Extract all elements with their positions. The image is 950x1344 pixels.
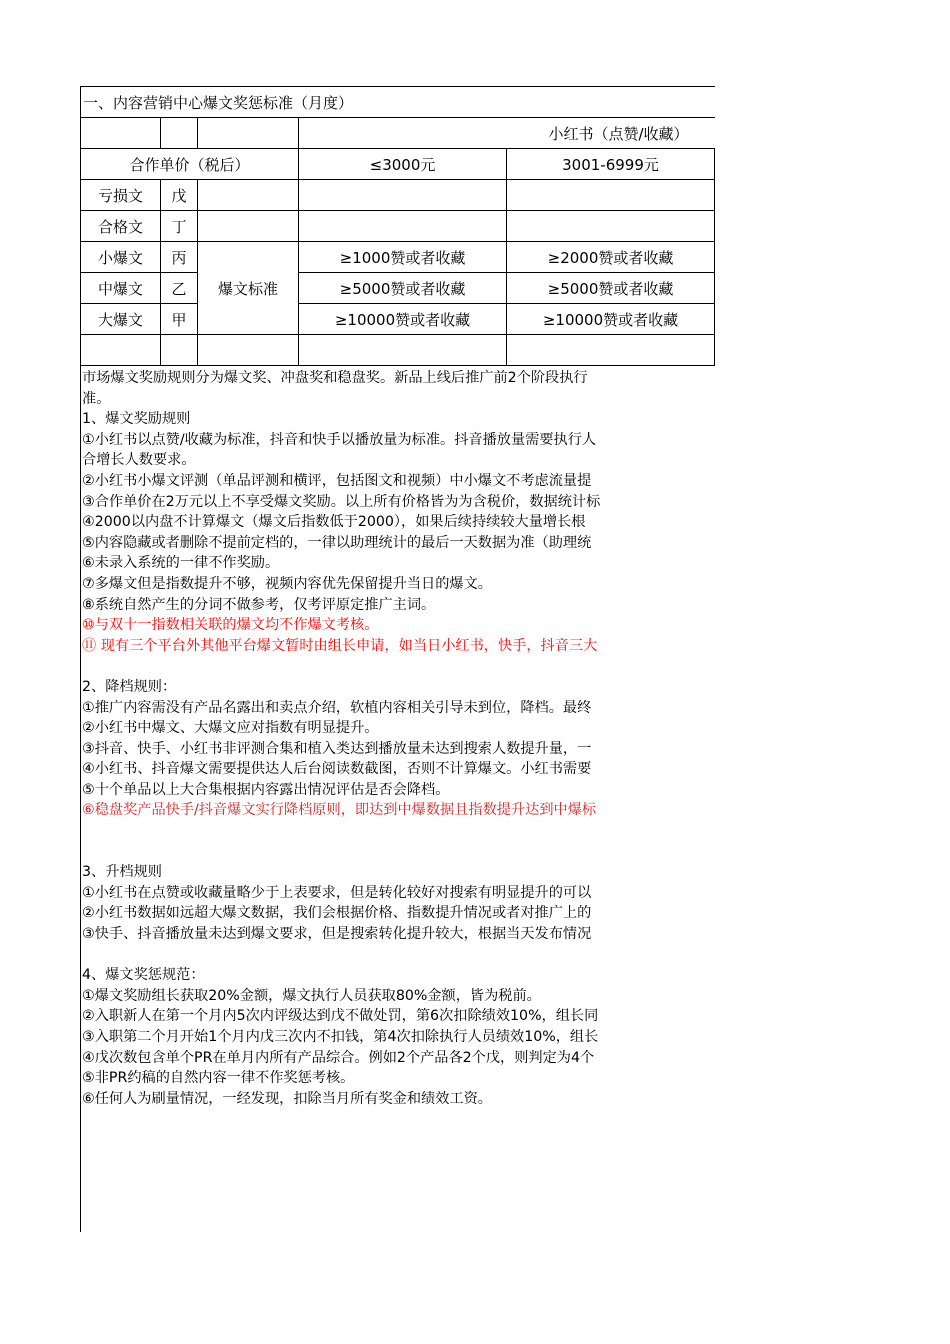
- intro-line: 市场爆文奖励规则分为爆文奖、冲盘奖和稳盘奖。新品上线后推广前2个阶段执行: [82, 370, 588, 386]
- rule-item: ④小红书、抖音爆文需要提供达人后台阅读数截图，否则不计算爆文。小红书需要: [82, 761, 592, 778]
- rule-item: ⑤内容隐藏或者删除不提前定档的，一律以助理统计的最后一天数据为准（助理统: [82, 534, 592, 551]
- rule-item: ③合作单价在2万元以上不享受爆文奖励。以上所有价格皆为为含税价，数据统计标: [82, 493, 601, 510]
- article-grade: 丁: [161, 211, 198, 242]
- table-row: [81, 242, 715, 273]
- rule-item: ①推广内容需没有产品名露出和卖点介绍，软植内容相关引导未到位，降档。最终: [82, 699, 592, 716]
- tier2-value: [507, 211, 715, 242]
- group-label: 爆文标准: [198, 242, 299, 335]
- table-row: [81, 180, 715, 211]
- article-type: 合格文: [81, 211, 161, 242]
- rule-item: ⑤非PR约稿的自然内容一律不作奖惩考核。: [82, 1070, 355, 1087]
- rule-item: ②小红书数据如远超大爆文数据，我们会根据价格、指数提升情况或者对推广上的: [82, 905, 592, 922]
- rules-notes: [82, 368, 714, 1109]
- cell-empty: [198, 180, 299, 211]
- rule-item: ①小红书在点赞或收藏量略少于上表要求，但是转化较好对搜索有明显提升的可以: [82, 884, 592, 901]
- reward-standard-table: [80, 86, 715, 366]
- section1-heading: 1、爆文奖励规则: [82, 411, 191, 428]
- tier2-value: ≥5000赞或者收藏: [507, 273, 715, 304]
- rule-item-highlight: ⑩与双十一指数相关联的爆文均不作爆文考核。: [82, 617, 379, 634]
- article-type: 中爆文: [81, 273, 161, 304]
- cell-empty: [299, 335, 507, 366]
- left-border-line: [80, 366, 81, 1232]
- tier2-value: ≥10000赞或者收藏: [507, 304, 715, 335]
- rule-item: ⑤十个单品以上大合集根据内容露出情况评估是否会降档。: [82, 781, 450, 798]
- tier1-value: [299, 211, 507, 242]
- tier1-value: ≥5000赞或者收藏: [299, 273, 507, 304]
- cell-empty: [507, 335, 715, 366]
- section2-heading: 2、降档规则：: [82, 678, 177, 695]
- rule-item: ⑥任何人为刷量情况，一经发现，扣除当月所有奖金和绩效工资。: [82, 1090, 492, 1107]
- article-grade: 乙: [161, 273, 198, 304]
- rule-item: ④2000以内盘不计算爆文（爆文后指数低于2000），如果后续持续较大量增长根: [82, 514, 586, 531]
- section4-heading: 4、爆文奖惩规范：: [82, 967, 205, 984]
- tier1-value: [299, 180, 507, 211]
- rule-item: ②小红书小爆文评测（单品评测和横评，包括图文和视频）中小爆文不考虑流量提: [82, 472, 592, 489]
- rule-item: ③入职第二个月开始1个月内戊三次内不扣钱，第4次扣除执行人员绩效10%，组长: [82, 1029, 599, 1045]
- cell-empty: [81, 118, 161, 149]
- rule-item: ⑦多爆文但是指数提升不够，视频内容优先保留提升当日的爆文。: [82, 575, 492, 592]
- section3-heading: 3、升档规则: [82, 864, 162, 881]
- cell-empty: [81, 335, 161, 366]
- cell-empty: [161, 118, 198, 149]
- rule-item-highlight: ⑪ 现有三个平台外其他平台爆文暂时由组长申请，如当日小红书，快手，抖音三大: [82, 637, 598, 654]
- rule-item: ①小红书以点赞/收藏为标准，抖音和快手以播放量为标准。抖音播放量需要执行人: [82, 431, 597, 448]
- tier2-value: ≥2000赞或者收藏: [507, 242, 715, 273]
- table-row: [81, 273, 715, 304]
- article-grade: 甲: [161, 304, 198, 335]
- platform-header: 小红书（点赞/收藏）: [299, 118, 715, 149]
- rule-item: ⑧系统自然产生的分词不做参考，仅考评原定推广主词。: [82, 596, 436, 613]
- cell-empty: [198, 211, 299, 242]
- rule-item: ②小红书中爆文、大爆文应对指数有明显提升。: [82, 720, 379, 737]
- price-tier-1: ≤3000元: [299, 149, 507, 180]
- table-row-empty: [81, 335, 715, 366]
- article-type: 亏损文: [81, 180, 161, 211]
- price-label: 合作单价（税后）: [81, 149, 299, 180]
- rule-item: ②入职新人在第一个月内5次内评级达到戊不做处罚，第6次扣除绩效10%，组长同: [82, 1008, 599, 1025]
- article-type: 大爆文: [81, 304, 161, 335]
- cell-empty: [198, 335, 299, 366]
- table-row: [81, 304, 715, 335]
- rule-item: ③快手、抖音播放量未达到爆文要求，但是搜索转化提升较大，根据当天发布情况: [82, 926, 592, 943]
- table-row: [81, 211, 715, 242]
- rule-item: 合增长人数要求。: [82, 452, 196, 469]
- rule-item-highlight: ⑥稳盘奖产品快手/抖音爆文实行降档原则，即达到中爆数据且指数提升达到中爆标: [82, 802, 597, 819]
- cell-empty: [198, 118, 299, 149]
- rule-item: ⑥未录入系统的一律不作奖励。: [82, 555, 280, 572]
- table-title: 一、内容营销中心爆文奖惩标准（月度）: [81, 87, 715, 118]
- article-grade: 戊: [161, 180, 198, 211]
- rule-item: ③抖音、快手、小红书非评测合集和植入类达到播放量未达到搜索人数提升量，一: [82, 740, 592, 757]
- tier1-value: ≥1000赞或者收藏: [299, 242, 507, 273]
- price-tier-2: 3001-6999元: [507, 149, 715, 180]
- cell-empty: [161, 335, 198, 366]
- rule-item: ①爆文奖励组长获取20%金额，爆文执行人员获取80%金额，皆为税前。: [82, 987, 541, 1004]
- article-grade: 丙: [161, 242, 198, 273]
- article-type: 小爆文: [81, 242, 161, 273]
- intro-line: 准。: [82, 390, 111, 407]
- rule-item: ④戊次数包含单个PR在单月内所有产品综合。例如2个产品各2个戊，则判定为4个: [82, 1049, 595, 1066]
- tier2-value: [507, 180, 715, 211]
- tier1-value: ≥10000赞或者收藏: [299, 304, 507, 335]
